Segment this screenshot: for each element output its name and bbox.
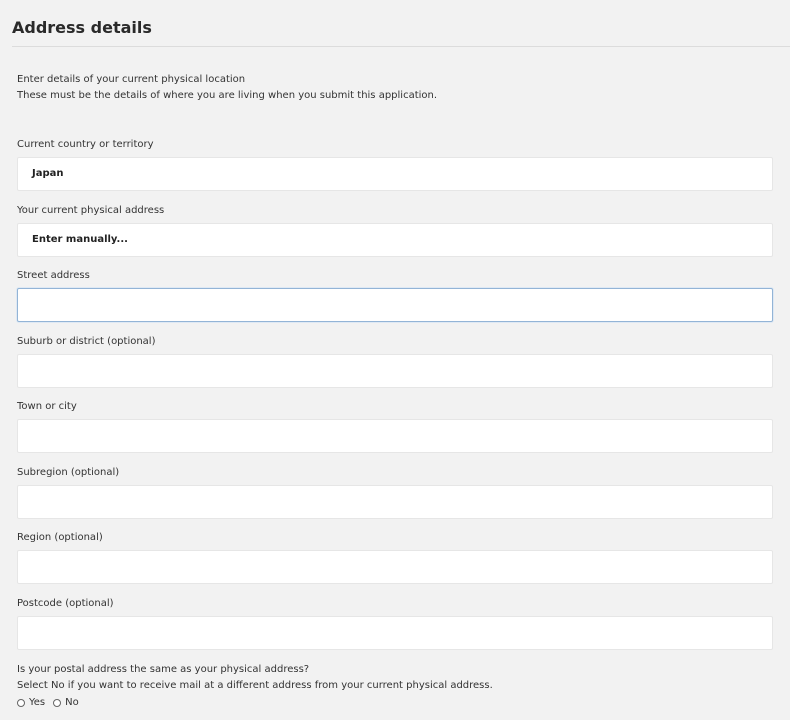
radio-yes-label: Yes: [29, 697, 46, 708]
postcode-input[interactable]: [17, 616, 773, 650]
postal-radio-group: [17, 697, 87, 708]
physical-address-label: Your current physical address: [17, 205, 165, 216]
postal-question: [17, 662, 493, 694]
country-select[interactable]: Japan: [17, 157, 773, 191]
town-label: Town or city: [17, 401, 77, 412]
postcode-label: Postcode (optional): [17, 598, 114, 609]
postal-question-hint: Select No if you want to receive mail at a different address from your current physical address.: [17, 680, 493, 691]
subregion-input[interactable]: [17, 485, 773, 519]
subregion-label: Subregion (optional): [17, 467, 120, 478]
postal-question-text: Is your postal address the same as your physical address?: [17, 664, 310, 675]
town-input[interactable]: [17, 419, 773, 453]
radio-no[interactable]: [53, 697, 79, 708]
region-label: Region (optional): [17, 532, 103, 543]
street-address-label: Street address: [17, 270, 90, 281]
street-address-input[interactable]: [17, 288, 773, 322]
radio-yes-circle-icon[interactable]: [17, 699, 25, 707]
suburb-input[interactable]: [17, 354, 773, 388]
physical-address-select[interactable]: Enter manually...: [17, 223, 773, 257]
section-title: Address details: [12, 18, 152, 37]
intro-line-1: Enter details of your current physical location: [17, 74, 246, 85]
country-label: Current country or territory: [17, 139, 154, 150]
suburb-label: Suburb or district (optional): [17, 336, 156, 347]
radio-no-circle-icon[interactable]: [53, 699, 61, 707]
radio-yes[interactable]: [17, 697, 45, 708]
radio-no-label: No: [65, 697, 79, 708]
region-input[interactable]: [17, 550, 773, 584]
intro-text: [17, 72, 437, 104]
title-divider: [12, 46, 790, 47]
intro-line-2: These must be the details of where you are living when you submit this application.: [17, 90, 438, 101]
